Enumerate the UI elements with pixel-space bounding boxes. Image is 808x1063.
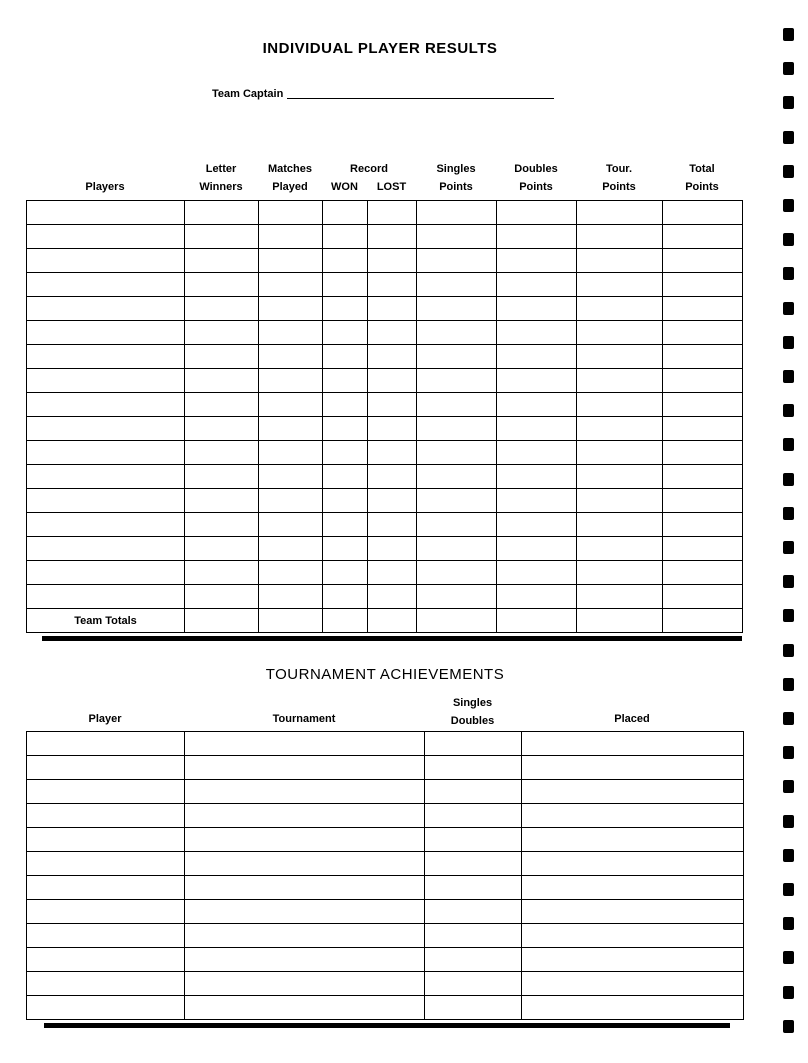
entry-cell[interactable]: [368, 393, 417, 417]
entry-cell[interactable]: [663, 537, 743, 561]
entry-cell[interactable]: [497, 369, 577, 393]
entry-cell[interactable]: [417, 297, 497, 321]
achievements-table-shadow: [44, 1023, 730, 1028]
entry-cell[interactable]: [323, 441, 368, 465]
entry-cell[interactable]: [323, 345, 368, 369]
binding-hole: [783, 917, 794, 930]
entry-cell[interactable]: [577, 561, 663, 585]
entry-cell[interactable]: [663, 201, 743, 225]
entry-cell[interactable]: [185, 441, 259, 465]
entry-cell[interactable]: [577, 225, 663, 249]
entry-cell[interactable]: [323, 321, 368, 345]
entry-cell[interactable]: [425, 828, 522, 852]
binding-hole: [783, 644, 794, 657]
entry-cell[interactable]: [425, 972, 522, 996]
entry-cell[interactable]: [323, 201, 368, 225]
entry-cell[interactable]: [27, 732, 185, 756]
entry-cell[interactable]: [497, 225, 577, 249]
header-matches-played: Matches Played: [267, 163, 313, 193]
header-letter-winners: Letter Winners: [199, 163, 243, 193]
table-row: [27, 756, 744, 780]
table-row: [27, 996, 744, 1020]
entry-cell[interactable]: [425, 948, 522, 972]
table-row: [27, 345, 743, 369]
entry-cell[interactable]: [368, 321, 417, 345]
entry-cell[interactable]: [27, 201, 185, 225]
entry-cell[interactable]: [259, 321, 323, 345]
entry-cell[interactable]: [323, 393, 368, 417]
entry-cell[interactable]: [663, 393, 743, 417]
entry-cell[interactable]: [27, 345, 185, 369]
entry-cell[interactable]: [323, 225, 368, 249]
entry-cell[interactable]: [497, 489, 577, 513]
binding-hole: [783, 541, 794, 554]
entry-cell[interactable]: [27, 852, 185, 876]
binding-hole: [783, 746, 794, 759]
entry-cell[interactable]: [497, 297, 577, 321]
entry-cell[interactable]: [425, 996, 522, 1020]
section-title-tournament-achievements: TOURNAMENT ACHIEVEMENTS: [265, 666, 505, 683]
entry-cell[interactable]: [185, 924, 425, 948]
entry-cell[interactable]: [27, 585, 185, 609]
entry-cell[interactable]: [185, 225, 259, 249]
entry-cell[interactable]: [417, 489, 497, 513]
entry-cell[interactable]: [425, 852, 522, 876]
entry-cell[interactable]: [425, 804, 522, 828]
binding-hole: [783, 575, 794, 588]
entry-cell[interactable]: [27, 417, 185, 441]
entry-cell[interactable]: [27, 996, 185, 1020]
entry-cell[interactable]: [368, 225, 417, 249]
entry-cell[interactable]: [663, 561, 743, 585]
entry-cell[interactable]: [368, 273, 417, 297]
entry-cell[interactable]: [185, 852, 425, 876]
entry-cell[interactable]: [522, 924, 744, 948]
binding-hole: [783, 1020, 794, 1033]
binding-hole: [783, 96, 794, 109]
entry-cell[interactable]: [417, 537, 497, 561]
entry-cell[interactable]: [417, 465, 497, 489]
binding-hole: [783, 849, 794, 862]
binding-hole: [783, 233, 794, 246]
team-totals-row: [27, 609, 743, 633]
entry-cell[interactable]: [259, 537, 323, 561]
entry-cell[interactable]: [27, 804, 185, 828]
binding-hole: [783, 199, 794, 212]
header-won: WON: [331, 181, 358, 193]
entry-cell[interactable]: [185, 756, 425, 780]
entry-cell[interactable]: [323, 249, 368, 273]
entry-cell[interactable]: [425, 780, 522, 804]
binding-hole: [783, 404, 794, 417]
entry-cell[interactable]: [577, 537, 663, 561]
entry-cell[interactable]: [522, 876, 744, 900]
entry-cell[interactable]: [368, 537, 417, 561]
binding-hole: [783, 883, 794, 896]
entry-cell[interactable]: [577, 393, 663, 417]
entry-cell[interactable]: [663, 441, 743, 465]
entry-cell[interactable]: [259, 441, 323, 465]
binding-hole: [783, 780, 794, 793]
entry-cell[interactable]: [323, 465, 368, 489]
binding-hole: [783, 165, 794, 178]
entry-cell[interactable]: [185, 900, 425, 924]
table-row: [27, 924, 744, 948]
entry-cell[interactable]: [368, 489, 417, 513]
entry-cell[interactable]: [185, 732, 425, 756]
entry-cell[interactable]: [577, 513, 663, 537]
entry-cell[interactable]: [185, 345, 259, 369]
entry-cell[interactable]: [323, 537, 368, 561]
entry-cell[interactable]: [417, 201, 497, 225]
header-tournament: Tournament: [272, 713, 336, 725]
entry-cell[interactable]: [27, 369, 185, 393]
entry-cell[interactable]: [185, 513, 259, 537]
table-row: [27, 369, 743, 393]
entry-cell[interactable]: [425, 756, 522, 780]
entry-cell[interactable]: [27, 972, 185, 996]
entry-cell[interactable]: [577, 249, 663, 273]
entry-cell[interactable]: [27, 297, 185, 321]
binding-hole: [783, 438, 794, 451]
entry-cell[interactable]: [425, 732, 522, 756]
header-record: Record: [350, 163, 388, 175]
entry-cell[interactable]: [185, 297, 259, 321]
entry-cell[interactable]: [185, 369, 259, 393]
entry-cell[interactable]: [323, 297, 368, 321]
entry-cell[interactable]: [368, 561, 417, 585]
table-row: [27, 585, 743, 609]
results-table: [26, 200, 743, 633]
entry-cell[interactable]: [663, 369, 743, 393]
entry-cell[interactable]: [259, 393, 323, 417]
binding-hole: [783, 267, 794, 280]
entry-cell[interactable]: [185, 948, 425, 972]
entry-cell[interactable]: [497, 465, 577, 489]
entry-cell[interactable]: [27, 561, 185, 585]
entry-cell[interactable]: [663, 249, 743, 273]
entry-cell[interactable]: [27, 513, 185, 537]
entry-cell[interactable]: [259, 369, 323, 393]
entry-cell[interactable]: [577, 441, 663, 465]
entry-cell[interactable]: [185, 996, 425, 1020]
entry-cell[interactable]: [27, 321, 185, 345]
entry-cell[interactable]: [27, 876, 185, 900]
entry-cell[interactable]: [417, 513, 497, 537]
header-doubles-points: Doubles Points: [514, 163, 558, 193]
entry-cell[interactable]: [259, 609, 323, 633]
header-placed: Placed: [614, 713, 650, 725]
table-row: [27, 273, 743, 297]
entry-cell[interactable]: [185, 804, 425, 828]
entry-cell[interactable]: [663, 417, 743, 441]
binding-hole: [783, 370, 794, 383]
table-row: [27, 465, 743, 489]
entry-cell[interactable]: [417, 609, 497, 633]
entry-cell[interactable]: [27, 948, 185, 972]
table-row: [27, 249, 743, 273]
table-row: [27, 537, 743, 561]
entry-cell[interactable]: [577, 201, 663, 225]
entry-cell[interactable]: [185, 609, 259, 633]
entry-cell[interactable]: [497, 537, 577, 561]
entry-cell[interactable]: [368, 369, 417, 393]
entry-cell[interactable]: [663, 465, 743, 489]
page-title: INDIVIDUAL PLAYER RESULTS: [262, 40, 498, 57]
entry-cell[interactable]: [577, 609, 663, 633]
entry-cell[interactable]: [417, 585, 497, 609]
entry-cell[interactable]: [497, 417, 577, 441]
entry-cell[interactable]: [27, 756, 185, 780]
entry-cell[interactable]: [27, 225, 185, 249]
entry-cell[interactable]: [259, 345, 323, 369]
entry-cell[interactable]: [27, 537, 185, 561]
entry-cell[interactable]: [522, 996, 744, 1020]
entry-cell[interactable]: [577, 489, 663, 513]
entry-cell[interactable]: [425, 900, 522, 924]
entry-cell[interactable]: [368, 417, 417, 441]
entry-cell[interactable]: [417, 561, 497, 585]
entry-cell[interactable]: [417, 441, 497, 465]
entry-cell[interactable]: [259, 225, 323, 249]
entry-cell[interactable]: [259, 465, 323, 489]
entry-cell[interactable]: [522, 900, 744, 924]
entry-cell[interactable]: [27, 900, 185, 924]
entry-cell[interactable]: [417, 225, 497, 249]
table-row: [27, 852, 744, 876]
binding-hole: [783, 951, 794, 964]
entry-cell[interactable]: [27, 273, 185, 297]
table-row: [27, 972, 744, 996]
binding-hole: [783, 507, 794, 520]
table-row: [27, 732, 744, 756]
header-singles-doubles: Singles Doubles: [450, 697, 495, 727]
entry-cell[interactable]: [497, 345, 577, 369]
entry-cell[interactable]: [185, 489, 259, 513]
binding-hole: [783, 28, 794, 41]
entry-cell[interactable]: [259, 513, 323, 537]
entry-cell[interactable]: [259, 417, 323, 441]
entry-cell[interactable]: [663, 297, 743, 321]
table-row: [27, 513, 743, 537]
entry-cell[interactable]: [663, 585, 743, 609]
binding-hole: [783, 62, 794, 75]
entry-cell[interactable]: [577, 345, 663, 369]
binding-hole: [783, 986, 794, 999]
entry-cell[interactable]: [27, 780, 185, 804]
table-row: [27, 417, 743, 441]
entry-cell[interactable]: [27, 489, 185, 513]
header-singles-points: Singles Points: [436, 163, 476, 193]
entry-cell[interactable]: [417, 249, 497, 273]
header-player: Player: [88, 713, 122, 725]
entry-cell[interactable]: [185, 972, 425, 996]
entry-cell[interactable]: [577, 465, 663, 489]
entry-cell[interactable]: [185, 393, 259, 417]
entry-cell[interactable]: [323, 513, 368, 537]
binding-hole: [783, 473, 794, 486]
binding-hole: [783, 815, 794, 828]
entry-cell[interactable]: [27, 828, 185, 852]
table-row: [27, 297, 743, 321]
entry-cell[interactable]: [323, 417, 368, 441]
entry-cell[interactable]: [417, 321, 497, 345]
entry-cell[interactable]: [522, 852, 744, 876]
entry-cell[interactable]: [185, 828, 425, 852]
entry-cell[interactable]: [185, 585, 259, 609]
entry-cell[interactable]: [663, 225, 743, 249]
entry-cell[interactable]: [185, 321, 259, 345]
entry-cell[interactable]: [417, 345, 497, 369]
entry-cell[interactable]: [368, 609, 417, 633]
entry-cell[interactable]: [497, 321, 577, 345]
table-row: [27, 441, 743, 465]
entry-cell[interactable]: [577, 369, 663, 393]
binding-hole: [783, 678, 794, 691]
entry-cell[interactable]: [663, 513, 743, 537]
team-captain-field[interactable]: [287, 98, 554, 99]
entry-cell[interactable]: [497, 273, 577, 297]
entry-cell[interactable]: [185, 417, 259, 441]
entry-cell[interactable]: [368, 201, 417, 225]
table-row: [27, 876, 744, 900]
binding-hole: [783, 336, 794, 349]
entry-cell[interactable]: [185, 201, 259, 225]
entry-cell[interactable]: [323, 609, 368, 633]
entry-cell[interactable]: [323, 585, 368, 609]
entry-cell[interactable]: [425, 876, 522, 900]
entry-cell[interactable]: [663, 345, 743, 369]
entry-cell[interactable]: [663, 273, 743, 297]
table-row: [27, 828, 744, 852]
entry-cell[interactable]: [497, 441, 577, 465]
entry-cell[interactable]: [368, 249, 417, 273]
entry-cell[interactable]: [185, 780, 425, 804]
binding-hole: [783, 712, 794, 725]
entry-cell[interactable]: [259, 489, 323, 513]
results-table-shadow: [42, 636, 742, 641]
table-row: [27, 393, 743, 417]
entry-cell[interactable]: [577, 273, 663, 297]
header-lost: LOST: [376, 181, 407, 193]
entry-cell[interactable]: [417, 369, 497, 393]
binding-hole: [783, 609, 794, 622]
entry-cell[interactable]: [425, 924, 522, 948]
entry-cell[interactable]: [27, 924, 185, 948]
entry-cell[interactable]: [368, 465, 417, 489]
entry-cell[interactable]: [663, 321, 743, 345]
header-players: Players: [85, 181, 125, 193]
entry-cell[interactable]: [323, 561, 368, 585]
entry-cell[interactable]: [259, 201, 323, 225]
entry-cell[interactable]: [185, 876, 425, 900]
entry-cell[interactable]: [368, 513, 417, 537]
entry-cell[interactable]: [577, 297, 663, 321]
entry-cell[interactable]: [185, 465, 259, 489]
entry-cell[interactable]: [577, 321, 663, 345]
table-row: [27, 780, 744, 804]
team-totals-label: Team Totals: [27, 609, 185, 633]
entry-cell[interactable]: [27, 393, 185, 417]
entry-cell[interactable]: [663, 489, 743, 513]
entry-cell[interactable]: [323, 489, 368, 513]
entry-cell[interactable]: [185, 249, 259, 273]
entry-cell[interactable]: [522, 780, 744, 804]
entry-cell[interactable]: [522, 732, 744, 756]
entry-cell[interactable]: [185, 273, 259, 297]
entry-cell[interactable]: [417, 393, 497, 417]
entry-cell[interactable]: [368, 585, 417, 609]
binding-hole: [783, 302, 794, 315]
header-tour-points: Tour. Points: [602, 163, 636, 193]
achievements-table: [26, 731, 744, 1020]
entry-cell[interactable]: [497, 561, 577, 585]
entry-cell[interactable]: [522, 756, 744, 780]
entry-cell[interactable]: [368, 441, 417, 465]
table-row: [27, 948, 744, 972]
entry-cell[interactable]: [663, 609, 743, 633]
entry-cell[interactable]: [497, 609, 577, 633]
entry-cell[interactable]: [185, 561, 259, 585]
entry-cell[interactable]: [259, 249, 323, 273]
entry-cell[interactable]: [259, 585, 323, 609]
entry-cell[interactable]: [497, 201, 577, 225]
entry-cell[interactable]: [185, 537, 259, 561]
entry-cell[interactable]: [522, 804, 744, 828]
entry-cell[interactable]: [323, 273, 368, 297]
entry-cell[interactable]: [577, 417, 663, 441]
team-captain-label: Team Captain: [212, 88, 284, 100]
table-row: [27, 225, 743, 249]
entry-cell[interactable]: [259, 561, 323, 585]
entry-cell[interactable]: [27, 441, 185, 465]
entry-cell[interactable]: [417, 417, 497, 441]
entry-cell[interactable]: [522, 972, 744, 996]
header-total-points: Total Points: [685, 163, 719, 193]
table-row: [27, 900, 744, 924]
table-row: [27, 201, 743, 225]
entry-cell[interactable]: [497, 249, 577, 273]
entry-cell[interactable]: [497, 393, 577, 417]
entry-cell[interactable]: [259, 297, 323, 321]
entry-cell[interactable]: [522, 828, 744, 852]
entry-cell[interactable]: [259, 273, 323, 297]
entry-cell[interactable]: [522, 948, 744, 972]
table-row: [27, 321, 743, 345]
entry-cell[interactable]: [27, 465, 185, 489]
table-row: [27, 804, 744, 828]
entry-cell[interactable]: [27, 249, 185, 273]
entry-cell[interactable]: [577, 585, 663, 609]
binding-hole: [783, 131, 794, 144]
entry-cell[interactable]: [417, 273, 497, 297]
table-row: [27, 489, 743, 513]
entry-cell[interactable]: [368, 297, 417, 321]
entry-cell[interactable]: [497, 513, 577, 537]
table-row: [27, 561, 743, 585]
entry-cell[interactable]: [368, 345, 417, 369]
entry-cell[interactable]: [323, 369, 368, 393]
entry-cell[interactable]: [497, 585, 577, 609]
